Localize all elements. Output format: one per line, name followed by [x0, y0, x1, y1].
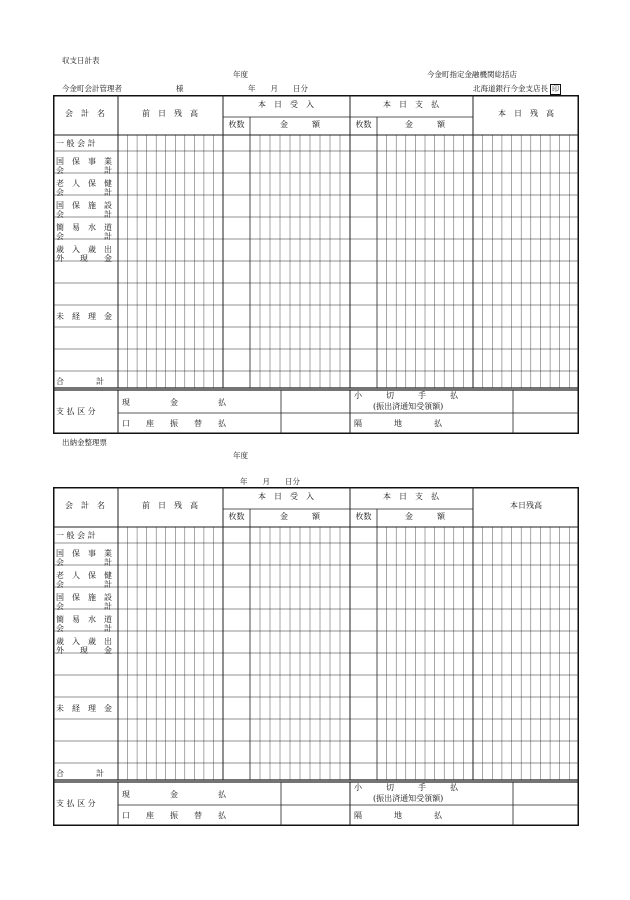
row-label: 歳 入 歳 出 外 現 金 [56, 245, 112, 264]
row-label: 国 保 事 業 会 計 [56, 157, 112, 176]
remote-payment-label: 隔 地 払 [354, 419, 442, 428]
form1-year-label: 年度 [233, 70, 248, 79]
check-payment-label: 小 切 手 払 [354, 783, 458, 792]
remote-payment-label: 隔 地 払 [354, 811, 442, 820]
form1-head-amount-receipts: 金 額 [280, 120, 320, 129]
cash-payment-label: 現 金 払 [122, 790, 226, 799]
row-label: 国 保 施 設 会 計 [56, 593, 112, 612]
form1-head-count-receipts: 枚数 [228, 120, 245, 129]
form2-grid [53, 487, 579, 826]
cash-payment-label: 現 金 払 [122, 398, 226, 407]
check-payment-label: 小 切 手 払 [354, 391, 458, 400]
form1-head-receipts: 本 日 受 入 [258, 100, 314, 109]
form1-head-amount-payments: 金 額 [405, 120, 445, 129]
form2-head-amount-payments: 金 額 [405, 512, 445, 521]
form1-sama: 様 [176, 84, 184, 93]
form2-head-receipts: 本 日 受 入 [258, 492, 314, 501]
form2-head-count-receipts: 枚数 [228, 512, 245, 521]
form2-head-count-payments: 枚数 [355, 512, 372, 521]
payment-section-label: 支 払 区 分 [56, 799, 96, 808]
form1-head-payments: 本 日 支 払 [383, 100, 439, 109]
form2-sheet [53, 487, 579, 826]
row-label: 合 計 [56, 769, 104, 778]
row-label: 一 般 会 計 [56, 139, 96, 148]
form1-addressee: 今金町会計管理者 [62, 84, 122, 93]
table-border [54, 488, 579, 826]
row-label: 合 計 [56, 377, 104, 386]
form1-title: 収支日計表 [62, 56, 100, 65]
row-label: 国 保 事 業 会 計 [56, 549, 112, 568]
transfer-payment-label: 口 座 振 替 払 [122, 419, 226, 428]
form1-head-count-payments: 枚数 [355, 120, 372, 129]
form2-date-label: 年 月 日分 [240, 477, 300, 486]
form2-head-payments: 本 日 支 払 [383, 492, 439, 501]
form1-date-label: 年 月 日分 [248, 84, 308, 93]
form1-grid [53, 95, 579, 434]
row-label: 未 経 理 金 [56, 704, 112, 713]
form1-head-account: 会 計 名 [65, 109, 105, 118]
form1-head-prev-balance: 前 日 残 高 [142, 109, 198, 118]
form2-head-account: 会 計 名 [65, 501, 105, 510]
row-label: 歳 入 歳 出 外 現 金 [56, 637, 112, 656]
row-label: 老 人 保 健 会 計 [56, 571, 112, 590]
form2-title: 出納金整理票 [62, 438, 107, 447]
form2-year-label: 年度 [233, 451, 248, 460]
form1-head-balance: 本 日 残 高 [498, 109, 554, 118]
row-label: 簡 易 水 道 会 計 [56, 615, 112, 634]
row-label: 簡 易 水 道 会 計 [56, 223, 112, 242]
form2-head-balance: 本日残高 [510, 501, 542, 510]
form2-head-amount-receipts: 金 額 [280, 512, 320, 521]
form1-bank-office: 今金町指定金融機関総括店 [427, 70, 517, 79]
row-label: 老 人 保 健 会 計 [56, 179, 112, 198]
form1-bank-branch: 北海道銀行今金支店長 印 [473, 84, 559, 93]
seal-mark: 印 [552, 85, 559, 93]
check-note: (振出済通知受領額) [373, 402, 444, 411]
row-label: 未 経 理 金 [56, 312, 112, 321]
form2-head-prev-balance: 前 日 残 高 [142, 501, 198, 510]
row-label: 一 般 会 計 [56, 531, 96, 540]
transfer-payment-label: 口 座 振 替 払 [122, 811, 226, 820]
payment-section-label: 支 払 区 分 [56, 407, 96, 416]
form1-sheet [53, 95, 579, 434]
row-label: 国 保 施 設 会 計 [56, 201, 112, 220]
table-border [54, 96, 579, 434]
check-note: (振出済通知受領額) [373, 794, 444, 803]
